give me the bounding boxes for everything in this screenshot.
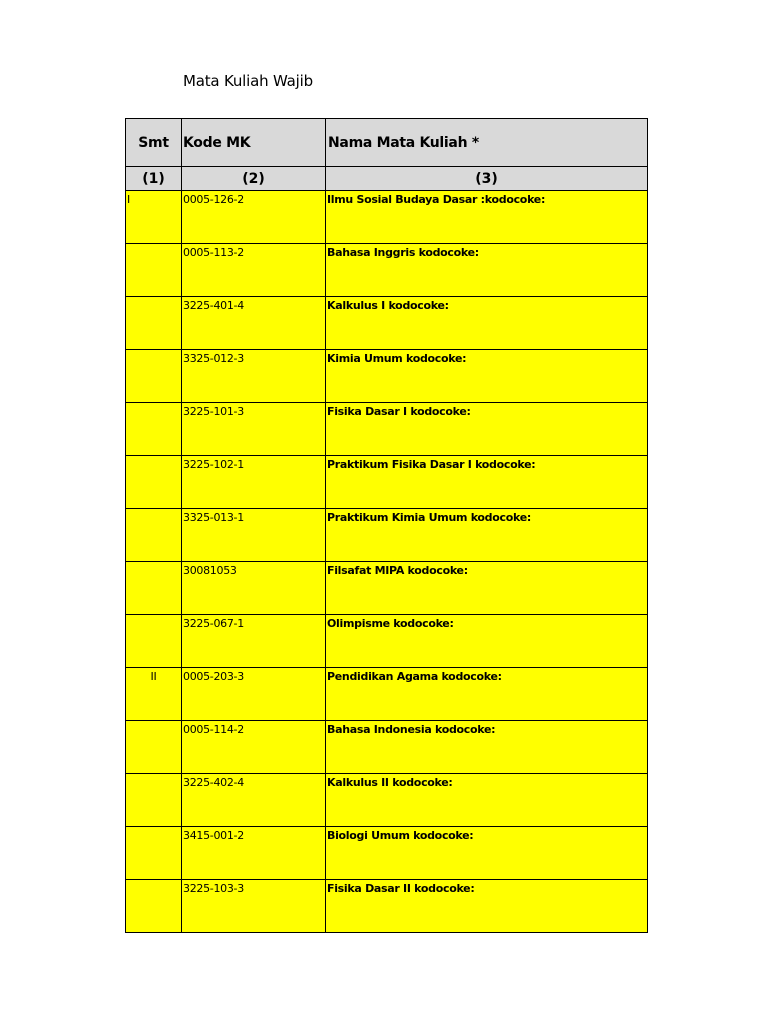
- table-row: [126, 827, 648, 880]
- table-row: [126, 297, 648, 350]
- cell-nama-mata-kuliah: Kimia Umum kodocoke:: [326, 350, 648, 403]
- cell-smt: [126, 456, 182, 509]
- cell-smt: [126, 827, 182, 880]
- cell-smt: [126, 880, 182, 933]
- numbering-smt: (1): [126, 167, 182, 191]
- cell-kode-mk: 3325-013-1: [182, 509, 326, 562]
- cell-kode-mk: 0005-114-2: [182, 721, 326, 774]
- cell-kode-mk: 30081053: [182, 562, 326, 615]
- table-row: [126, 456, 648, 509]
- cell-nama-mata-kuliah: Praktikum Fisika Dasar I kodocoke:: [326, 456, 648, 509]
- table-numbering-row: [126, 167, 648, 191]
- cell-nama-mata-kuliah: Bahasa Inggris kodocoke:: [326, 244, 648, 297]
- cell-kode-mk: 3225-401-4: [182, 297, 326, 350]
- cell-smt: II: [126, 668, 182, 721]
- cell-smt: [126, 562, 182, 615]
- cell-kode-mk: 3325-012-3: [182, 350, 326, 403]
- cell-nama-mata-kuliah: Biologi Umum kodocoke:: [326, 827, 648, 880]
- table-row: [126, 774, 648, 827]
- cell-kode-mk: 0005-113-2: [182, 244, 326, 297]
- cell-kode-mk: 3225-067-1: [182, 615, 326, 668]
- cell-nama-mata-kuliah: Filsafat MIPA kodocoke:: [326, 562, 648, 615]
- cell-kode-mk: 0005-203-3: [182, 668, 326, 721]
- cell-nama-mata-kuliah: Pendidikan Agama kodocoke:: [326, 668, 648, 721]
- table-row: [126, 350, 648, 403]
- cell-smt: [126, 774, 182, 827]
- cell-kode-mk: 3225-102-1: [182, 456, 326, 509]
- cell-smt: [126, 615, 182, 668]
- table-row: [126, 615, 648, 668]
- table-row: [126, 562, 648, 615]
- page-title: Mata Kuliah Wajib: [183, 72, 313, 90]
- table-row: [126, 509, 648, 562]
- cell-smt: [126, 509, 182, 562]
- cell-kode-mk: 0005-126-2: [182, 191, 326, 244]
- cell-smt: [126, 721, 182, 774]
- table-row: [126, 721, 648, 774]
- cell-nama-mata-kuliah: Ilmu Sosial Budaya Dasar :kodocoke:: [326, 191, 648, 244]
- table-row: [126, 403, 648, 456]
- cell-nama-mata-kuliah: Kalkulus I kodocoke:: [326, 297, 648, 350]
- header-kode-mk: Kode MK: [182, 119, 326, 167]
- cell-smt: [126, 350, 182, 403]
- table-row: [126, 244, 648, 297]
- table-row: [126, 191, 648, 244]
- cell-nama-mata-kuliah: Fisika Dasar II kodocoke:: [326, 880, 648, 933]
- cell-nama-mata-kuliah: Olimpisme kodocoke:: [326, 615, 648, 668]
- cell-smt: I: [126, 191, 182, 244]
- cell-nama-mata-kuliah: Kalkulus II kodocoke:: [326, 774, 648, 827]
- cell-smt: [126, 244, 182, 297]
- cell-nama-mata-kuliah: Praktikum Kimia Umum kodocoke:: [326, 509, 648, 562]
- numbering-kode: (2): [182, 167, 326, 191]
- cell-smt: [126, 403, 182, 456]
- table-row: [126, 668, 648, 721]
- table-header-row: [126, 119, 648, 167]
- table-row: [126, 880, 648, 933]
- cell-nama-mata-kuliah: Fisika Dasar I kodocoke:: [326, 403, 648, 456]
- cell-nama-mata-kuliah: Bahasa Indonesia kodocoke:: [326, 721, 648, 774]
- header-nama-mata-kuliah: Nama Mata Kuliah *: [326, 119, 648, 167]
- cell-kode-mk: 3225-101-3: [182, 403, 326, 456]
- numbering-nama: (3): [326, 167, 648, 191]
- cell-kode-mk: 3225-402-4: [182, 774, 326, 827]
- cell-kode-mk: 3225-103-3: [182, 880, 326, 933]
- cell-kode-mk: 3415-001-2: [182, 827, 326, 880]
- course-table: [125, 118, 648, 933]
- cell-smt: [126, 297, 182, 350]
- header-smt: Smt: [126, 119, 182, 167]
